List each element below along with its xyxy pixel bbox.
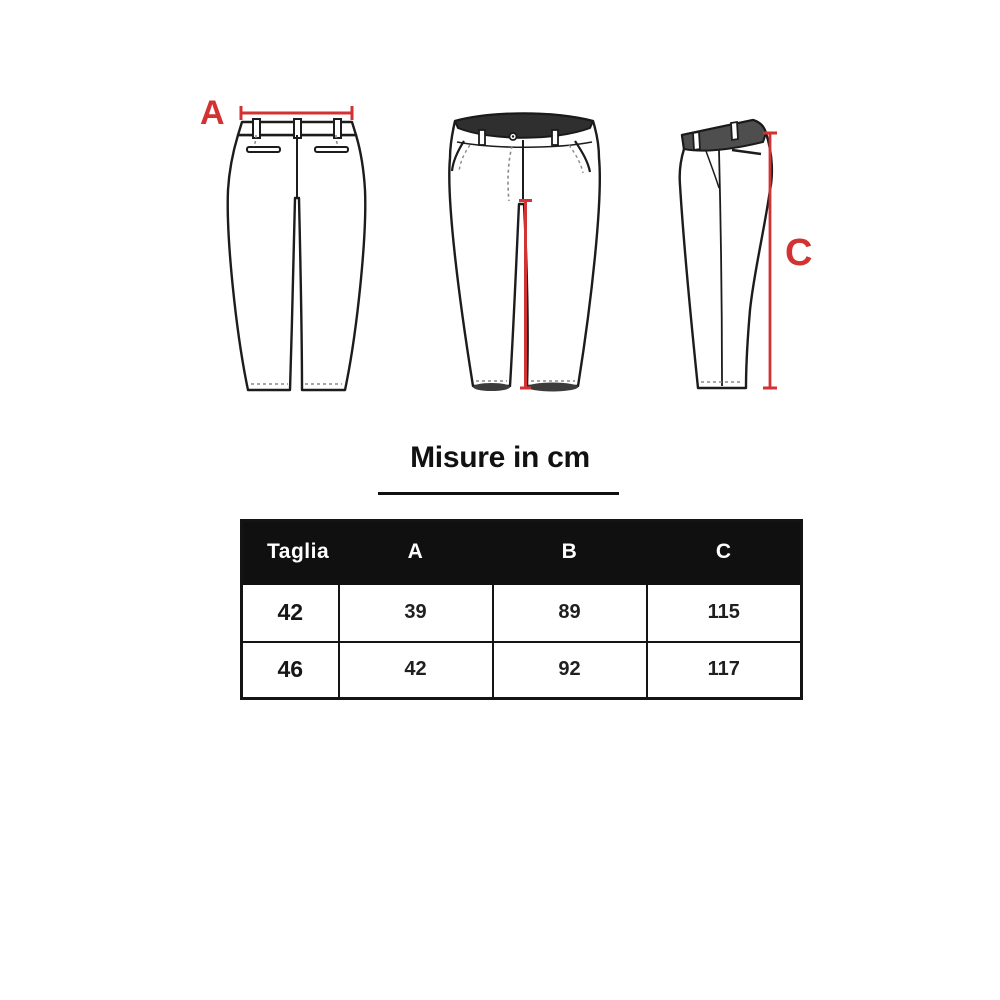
header-measure-c: C <box>647 521 802 584</box>
cell-46-a: 42 <box>339 642 493 699</box>
cell-42-c: 115 <box>647 584 802 642</box>
pants-back-view-drawing <box>190 85 370 405</box>
size-table-header-row <box>242 521 802 584</box>
size-row-42 <box>242 584 802 642</box>
header-measure-b: B <box>493 521 647 584</box>
title-underline <box>378 492 619 495</box>
cell-42-a: 39 <box>339 584 493 642</box>
pants-front-view-figure <box>435 100 625 400</box>
pants-side-view-drawing <box>660 100 813 400</box>
pants-back-view-figure <box>190 85 370 405</box>
size-chart-title: Misure in cm <box>410 441 590 474</box>
measure-label-c: C <box>785 232 813 274</box>
cell-46-b: 92 <box>493 642 647 699</box>
measure-arrow-a <box>241 106 352 120</box>
measure-label-a: A <box>200 94 225 132</box>
header-measure-a: A <box>339 521 493 584</box>
pants-side-view-figure <box>660 100 813 400</box>
cell-taglia-46: 46 <box>242 642 339 699</box>
header-taglia: Taglia <box>242 521 339 584</box>
pants-front-view-drawing <box>435 100 625 400</box>
size-row-46 <box>242 642 802 699</box>
cell-46-c: 117 <box>647 642 802 699</box>
cell-42-b: 89 <box>493 584 647 642</box>
size-table <box>240 519 803 700</box>
cell-taglia-42: 42 <box>242 584 339 642</box>
